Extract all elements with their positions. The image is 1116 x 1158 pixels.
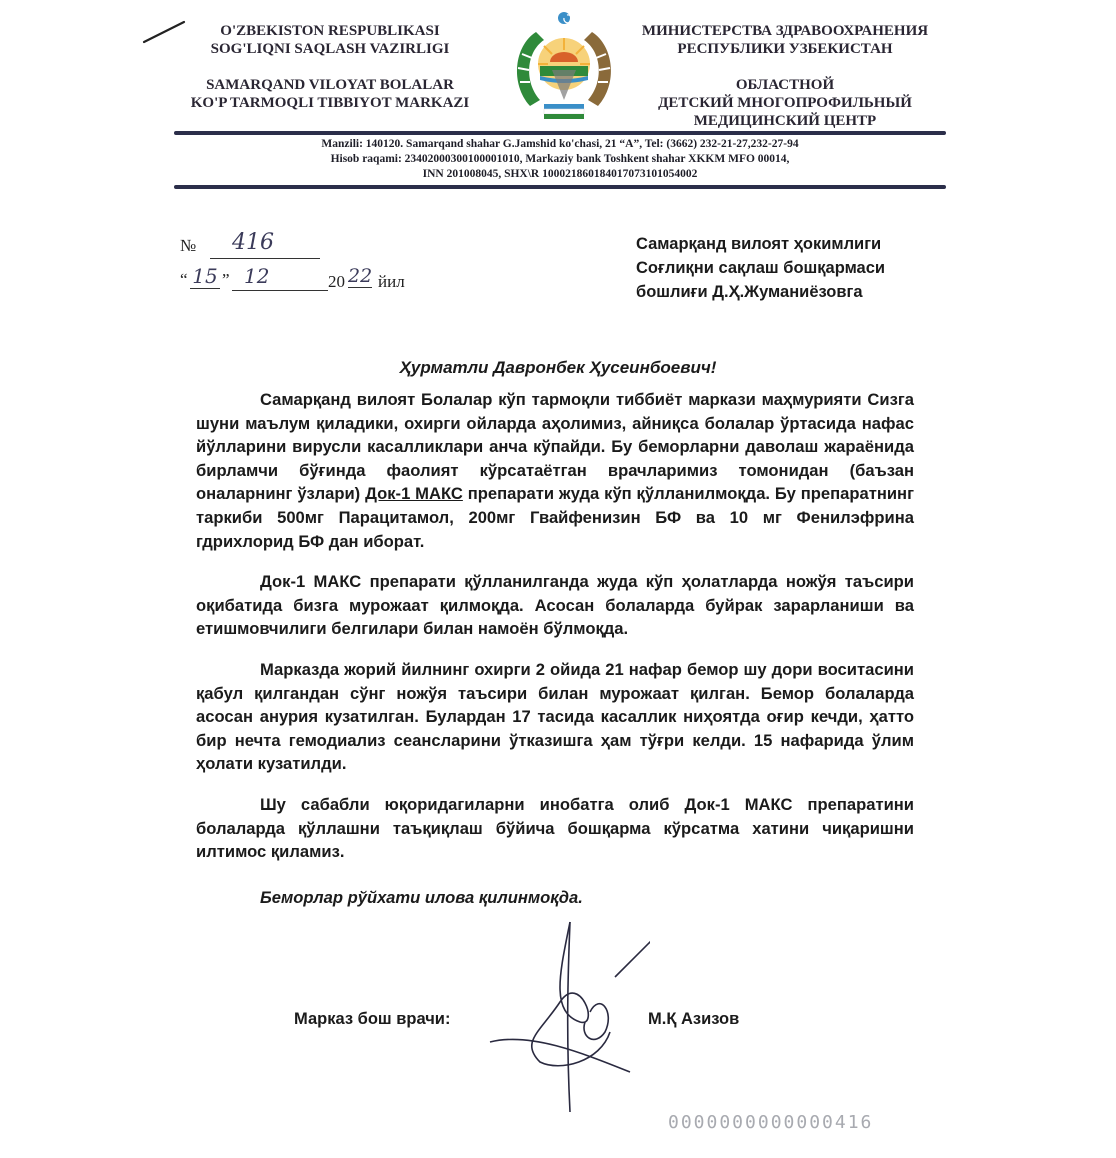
date-day: 15 — [190, 264, 220, 289]
paragraph-3: Марказда жорий йилнинг охирги 2 ойида 21 нафар бемор шу дори воситасини қабул қилгандан сўнг ножўя таъсири билан мурожаат қилган. Бемор болаларда асосан анурия кузатилган. Булардан 17 тасида касаллик ниҳоятда оғир кечди, ҳатто бир нечта гемодиализ сеансларини ўтказишга ҳам тўғри келди. 15 нафарида ўлим ҳолати кузатилди. — [196, 659, 914, 774]
paragraph-4: Шу сабабли юқоридагиларни инобатга олиб Док-1 МАКС препаратини болаларда қўллашни таъқиқлаш бўйича бошқарма кўрсатма хатини чиқаришни илтимос қиламиз. — [196, 794, 914, 862]
signatory-title: Марказ бош врачи: — [294, 1010, 451, 1028]
attachment-note: Беморлар рўйхати илова қилинмоқда. — [260, 887, 583, 907]
center-name-uz-2: KO'P TARMOQLI TIBBIYOT MARKAZI — [190, 95, 470, 111]
date-month: 12 — [244, 264, 270, 288]
tax-id-line: INN 201008045, SHX\R 100021860184017073101054002 — [422, 168, 698, 180]
bank-account-line: Hisob raqami: 23402000300100001010, Markaziy bank Toshkent shahar XKKM MFO 00014, — [330, 153, 790, 165]
address-line: Manzili: 140120. Samarqand shahar G.Jamshid ko'chasi, 21 “A”, Tel: (3662) 232-21-27,232-27-94 — [321, 138, 799, 150]
paragraph-1 — [196, 388, 914, 553]
header-rule-bottom — [174, 185, 946, 189]
drug-name-emphasis: Док-1 МАКС — [365, 484, 463, 504]
date-open-quote: “ — [180, 270, 188, 289]
ministry-name-ru-1: МИНИСТЕРСТВА ЗДРАВООХРАНЕНИЯ — [641, 23, 929, 39]
header-rule-top — [174, 131, 946, 135]
number-label: № — [180, 236, 197, 255]
center-name-ru-2: ДЕТСКИЙ МНОГОПРОФИЛЬНЫЙ — [658, 95, 912, 111]
addressee-block — [636, 232, 885, 304]
state-emblem-icon — [500, 10, 628, 128]
paragraph-1-text-a: Самарқанд вилоят Болалар кўп тармоқли тиббиёт маркази маҳмурияти Сизга шуни маълум қиладики, охирги ойларда аҳолимиз, айниқса болалар ўртасида нафас йўлларини вирусли касалликлари анча кўпайди. Бу беморларни даволаш жараёнида бирламчи бўғинда фаолият кўрсатаётган врачларимиз томонидан (баъзан оналарнинг ўзлари) — [196, 390, 914, 504]
handwritten-signature — [430, 912, 650, 1132]
center-name-ru-3: МЕДИЦИНСКИЙ ЦЕНТР — [693, 113, 877, 129]
center-name-uz-1: SAMARQAND VILOYAT BOLALAR — [206, 77, 454, 93]
date-year-suffix: 22 — [348, 265, 373, 287]
letterhead-address — [174, 137, 946, 182]
paragraph-2: Док-1 МАКС препарати қўлланилганда жуда кўп ҳолатларда ножўя таъсири оқибатида бизга мурожаат қилмоқда. Асосан болаларда буйрак зарарланиши ва етишмовчилиги белгилари билан намоён бўлмоқда. — [196, 572, 914, 639]
ministry-name-ru-2: РЕСПУБЛИКИ УЗБЕКИСТАН — [677, 41, 893, 57]
date-close-quote: ” — [222, 270, 230, 289]
addressee-line-2: Соғлиқни сақлаш бошқармаси — [636, 259, 886, 277]
date-year-word: йил — [378, 272, 405, 291]
date-year-prefix: 20 — [328, 272, 345, 291]
salutation: Ҳурматли Давронбек Ҳусеинбоевич! — [399, 358, 717, 377]
month-underline — [232, 290, 328, 291]
ministry-name-uz-1: O'ZBEKISTON RESPUBLIKASI — [220, 23, 440, 39]
number-underline — [210, 258, 320, 259]
addressee-line-3: бошлиғи Д.Ҳ.Жуманиёзовга — [636, 283, 863, 301]
addressee-line-1: Самарқанд вилоят ҳокимлиги — [636, 235, 882, 253]
center-name-ru-1: ОБЛАСТНОЙ — [735, 77, 835, 93]
signatory-name: М.Қ Азизов — [648, 1010, 740, 1028]
reference-number: 416 — [232, 230, 274, 255]
letter-body — [196, 388, 914, 926]
paragraph-1-text-b: препарати жуда кўп қўлланилмоқда. Бу препаратнинг таркиби 500мг Парацитамол, 200мг Гвайфенизин БФ ва 10 мг Фенилэфрина гдрихлорид БФ дан иборат. — [196, 484, 914, 551]
serial-number-stamp: 0000000000000416 — [668, 1112, 874, 1133]
letterhead-right — [620, 22, 950, 130]
ministry-name-uz-2: SOG'LIQNI SAQLASH VAZIRLIGI — [210, 41, 450, 57]
letterhead-left — [160, 22, 500, 112]
